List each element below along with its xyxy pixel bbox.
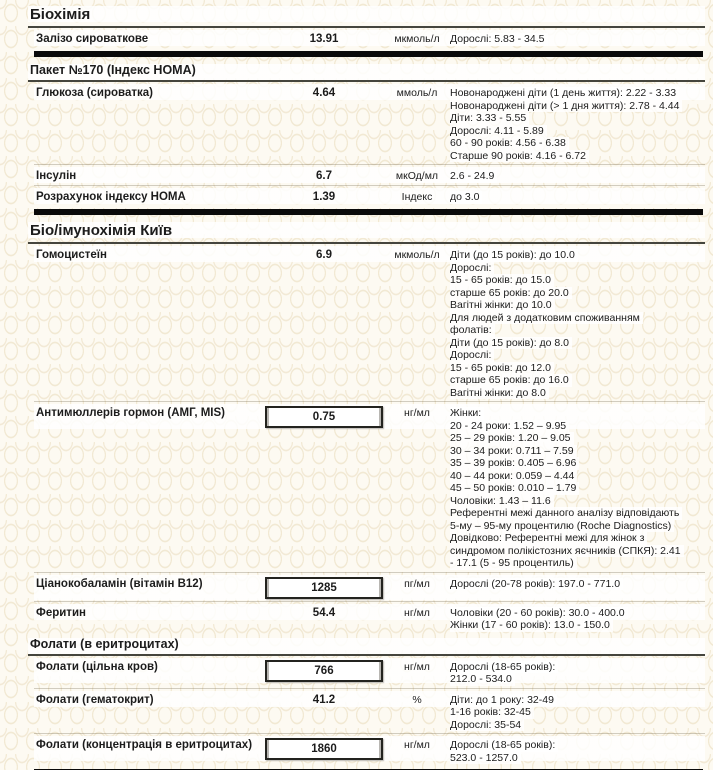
- result-value-text: 1.39: [312, 191, 336, 203]
- reference-ranges: [448, 31, 705, 46]
- result-value: [262, 605, 386, 620]
- row-insulin: [34, 164, 705, 185]
- reference-line: 5-му – 95-му процентилю (Roche Diagnostics): [450, 520, 674, 533]
- analyte-name: Фолати (гематокрит): [36, 693, 154, 706]
- result-value-text: 4.64: [312, 87, 336, 99]
- reference-line: Новонароджені діти (> 1 дня життя): 2.78 - 4.44: [450, 100, 682, 113]
- unit-label: нг/мл: [404, 660, 430, 673]
- reference-line: 1-16 років: 32-45: [450, 706, 534, 719]
- unit-label: %: [412, 693, 422, 706]
- reference-line: Жінки (17 - 60 років): 13.0 - 150.0: [450, 619, 613, 632]
- section-title-folates: Фолати (в еритроцитах): [28, 634, 705, 656]
- result-value: [262, 737, 386, 760]
- section-rows-package-170: [0, 82, 713, 206]
- analyte-name: Антимюллерів гормон (АМГ, MIS): [36, 407, 225, 419]
- section-rows-biochemistry: [0, 28, 713, 48]
- unit-label: ммоль/л: [396, 87, 438, 99]
- result-value: [262, 247, 386, 262]
- unit-label: мкОд/мл: [395, 170, 439, 182]
- reference-line: Дорослі:: [450, 349, 494, 362]
- reference-ranges: [448, 189, 705, 204]
- result-value: [262, 85, 386, 100]
- reference-line: Для людей з додатковим споживанням: [450, 312, 643, 325]
- section-rows-folates: [0, 656, 713, 767]
- row-homa-index: [34, 185, 705, 206]
- reference-line: фолатів:: [450, 324, 495, 337]
- reference-line: Дорослі (18-65 років):: [450, 661, 558, 674]
- row-folate-rbc-concentration: [34, 733, 705, 766]
- reference-line: 60 - 90 років: 4.56 - 6.38: [450, 137, 569, 150]
- reference-line: 523.0 - 1257.0: [450, 752, 521, 765]
- reference-line: Чоловіки (20 - 60 років): 30.0 - 400.0: [450, 607, 628, 620]
- reference-ranges: [448, 737, 705, 764]
- reference-line: 20 - 24 роки: 1.52 – 9.95: [450, 420, 569, 433]
- analyte-name: Гомоцистеїн: [36, 249, 107, 261]
- analyte-name: Розрахунок індексу HOMA: [36, 191, 186, 203]
- result-value-text: 6.9: [316, 249, 332, 261]
- reference-line: Діти (до 15 років): до 8.0: [450, 337, 572, 350]
- reference-line: Діти: 3.33 - 5.55: [450, 112, 529, 125]
- reference-line: Вагітні жінки: до 10.0: [450, 299, 555, 312]
- reference-line: 25 – 29 років: 1.20 – 9.05: [450, 432, 574, 445]
- result-value: [262, 692, 386, 707]
- reference-line: Жінки:: [450, 407, 484, 420]
- reference-line: Вагітні жінки: до 8.0: [450, 387, 549, 400]
- row-folate-whole-blood: [34, 656, 705, 688]
- result-value-box: 0.75: [265, 406, 383, 428]
- reference-line: Старше 90 років: 4.16 - 6.72: [450, 150, 589, 163]
- reference-line: Дорослі (18-65 років):: [450, 739, 558, 752]
- reference-line: Дорослі: 4.11 - 5.89: [450, 125, 547, 138]
- reference-line: 30 – 34 роки: 0.711 – 7.59: [450, 445, 577, 458]
- analyte-name: Фолати (концентрація в еритроцитах): [36, 739, 253, 751]
- unit-label: пг/мл: [404, 577, 430, 590]
- reference-ranges: [448, 405, 705, 570]
- section-divider-bar: [34, 51, 703, 57]
- row-homocysteine: [34, 244, 705, 401]
- reference-line: 212.0 - 534.0: [450, 673, 515, 686]
- reference-line: Діти: до 1 року: 32-49: [450, 694, 557, 707]
- unit-label: мкмоль/л: [394, 33, 440, 45]
- reference-line: Дорослі (20-78 років): 197.0 - 771.0: [450, 578, 623, 591]
- unit-label: Індекс: [401, 191, 433, 203]
- result-value: [262, 659, 386, 682]
- reference-line: Новонароджені діти (1 день життя): 2.22 - 3.33: [450, 87, 679, 100]
- analyte-name: Глюкоза (сироватка): [36, 87, 153, 99]
- reference-line: Референтні межі данного аналізу відповідають: [450, 507, 682, 520]
- reference-line: синдромом полікістозних яєчників (СПКЯ): 2.41: [450, 545, 684, 558]
- result-value: [262, 189, 386, 204]
- result-value-text: 13.91: [309, 33, 339, 45]
- reference-line: Діти (до 15 років): до 10.0: [450, 249, 578, 262]
- section-divider-bar: [34, 209, 703, 215]
- result-value-text: 54.4: [312, 606, 336, 619]
- row-vitamin-b12: [34, 572, 705, 601]
- row-glucose: [34, 82, 705, 164]
- analyte-name: Феритин: [36, 606, 86, 619]
- reference-line: старше 65 років: до 16.0: [450, 374, 572, 387]
- reference-ranges: [448, 659, 705, 686]
- reference-line: Чоловіки: 1.43 – 11.6: [450, 495, 554, 508]
- result-value: [262, 405, 386, 428]
- section-rows-bioimmuno-kyiv: [0, 244, 713, 634]
- result-value: [262, 31, 386, 46]
- reference-line: 35 – 39 років: 0.405 – 6.96: [450, 457, 579, 470]
- analyte-name: Ціанокобаламін (вітамін B12): [36, 577, 203, 590]
- reference-line: старше 65 років: до 20.0: [450, 287, 572, 300]
- result-value-box: 1285: [265, 577, 383, 599]
- result-value-box: 766: [265, 660, 383, 682]
- result-value: [262, 576, 386, 599]
- reference-ranges: [448, 692, 705, 732]
- reference-line: 40 – 44 роки: 0.059 – 4.44: [450, 470, 577, 483]
- result-value-box: 1860: [265, 738, 383, 760]
- row-amh: [34, 401, 705, 572]
- reference-line: 2.6 - 24.9: [450, 170, 497, 183]
- reference-line: 15 - 65 років: до 15.0: [450, 274, 554, 287]
- analyte-name: Інсулін: [36, 170, 77, 182]
- unit-label: нг/мл: [404, 606, 430, 619]
- reference-line: 45 – 50 років: 0.010 – 1.79: [450, 482, 579, 495]
- row-ferritin: [34, 601, 705, 634]
- reference-ranges: [448, 605, 705, 632]
- result-value-text: 41.2: [312, 693, 336, 706]
- reference-line: Дорослі: 35-54: [450, 719, 524, 732]
- unit-label: мкмоль/л: [394, 249, 440, 261]
- reference-line: Дорослі: 5.83 - 34.5: [450, 33, 548, 46]
- row-serum-iron: [34, 28, 705, 48]
- result-value-text: 6.7: [316, 170, 332, 182]
- reference-ranges: [448, 576, 705, 591]
- reference-line: Довідково: Референтні межі для жінок з: [450, 532, 647, 545]
- section-title-bioimmuno-kyiv: Біо/імунохімія Київ: [28, 218, 705, 244]
- reference-line: 15 - 65 років: до 12.0: [450, 362, 554, 375]
- unit-label: нг/мл: [404, 407, 430, 419]
- reference-ranges: [448, 168, 705, 183]
- reference-ranges: [448, 85, 705, 162]
- reference-line: до 3.0: [450, 191, 482, 204]
- unit-label: нг/мл: [404, 739, 430, 751]
- result-value: [262, 168, 386, 183]
- section-title-package-170: Пакет №170 (Індекс HOMA): [28, 60, 705, 82]
- reference-ranges: [448, 247, 705, 399]
- reference-line: Дорослі:: [450, 262, 494, 275]
- row-folate-hematocrit: [34, 688, 705, 734]
- section-title-biochemistry: Біохімія: [28, 2, 705, 28]
- reference-line: - 17.1 (5 - 95 процентиль): [450, 557, 577, 570]
- analyte-name: Залізо сироваткове: [36, 33, 149, 45]
- analyte-name: Фолати (цільна кров): [36, 660, 158, 673]
